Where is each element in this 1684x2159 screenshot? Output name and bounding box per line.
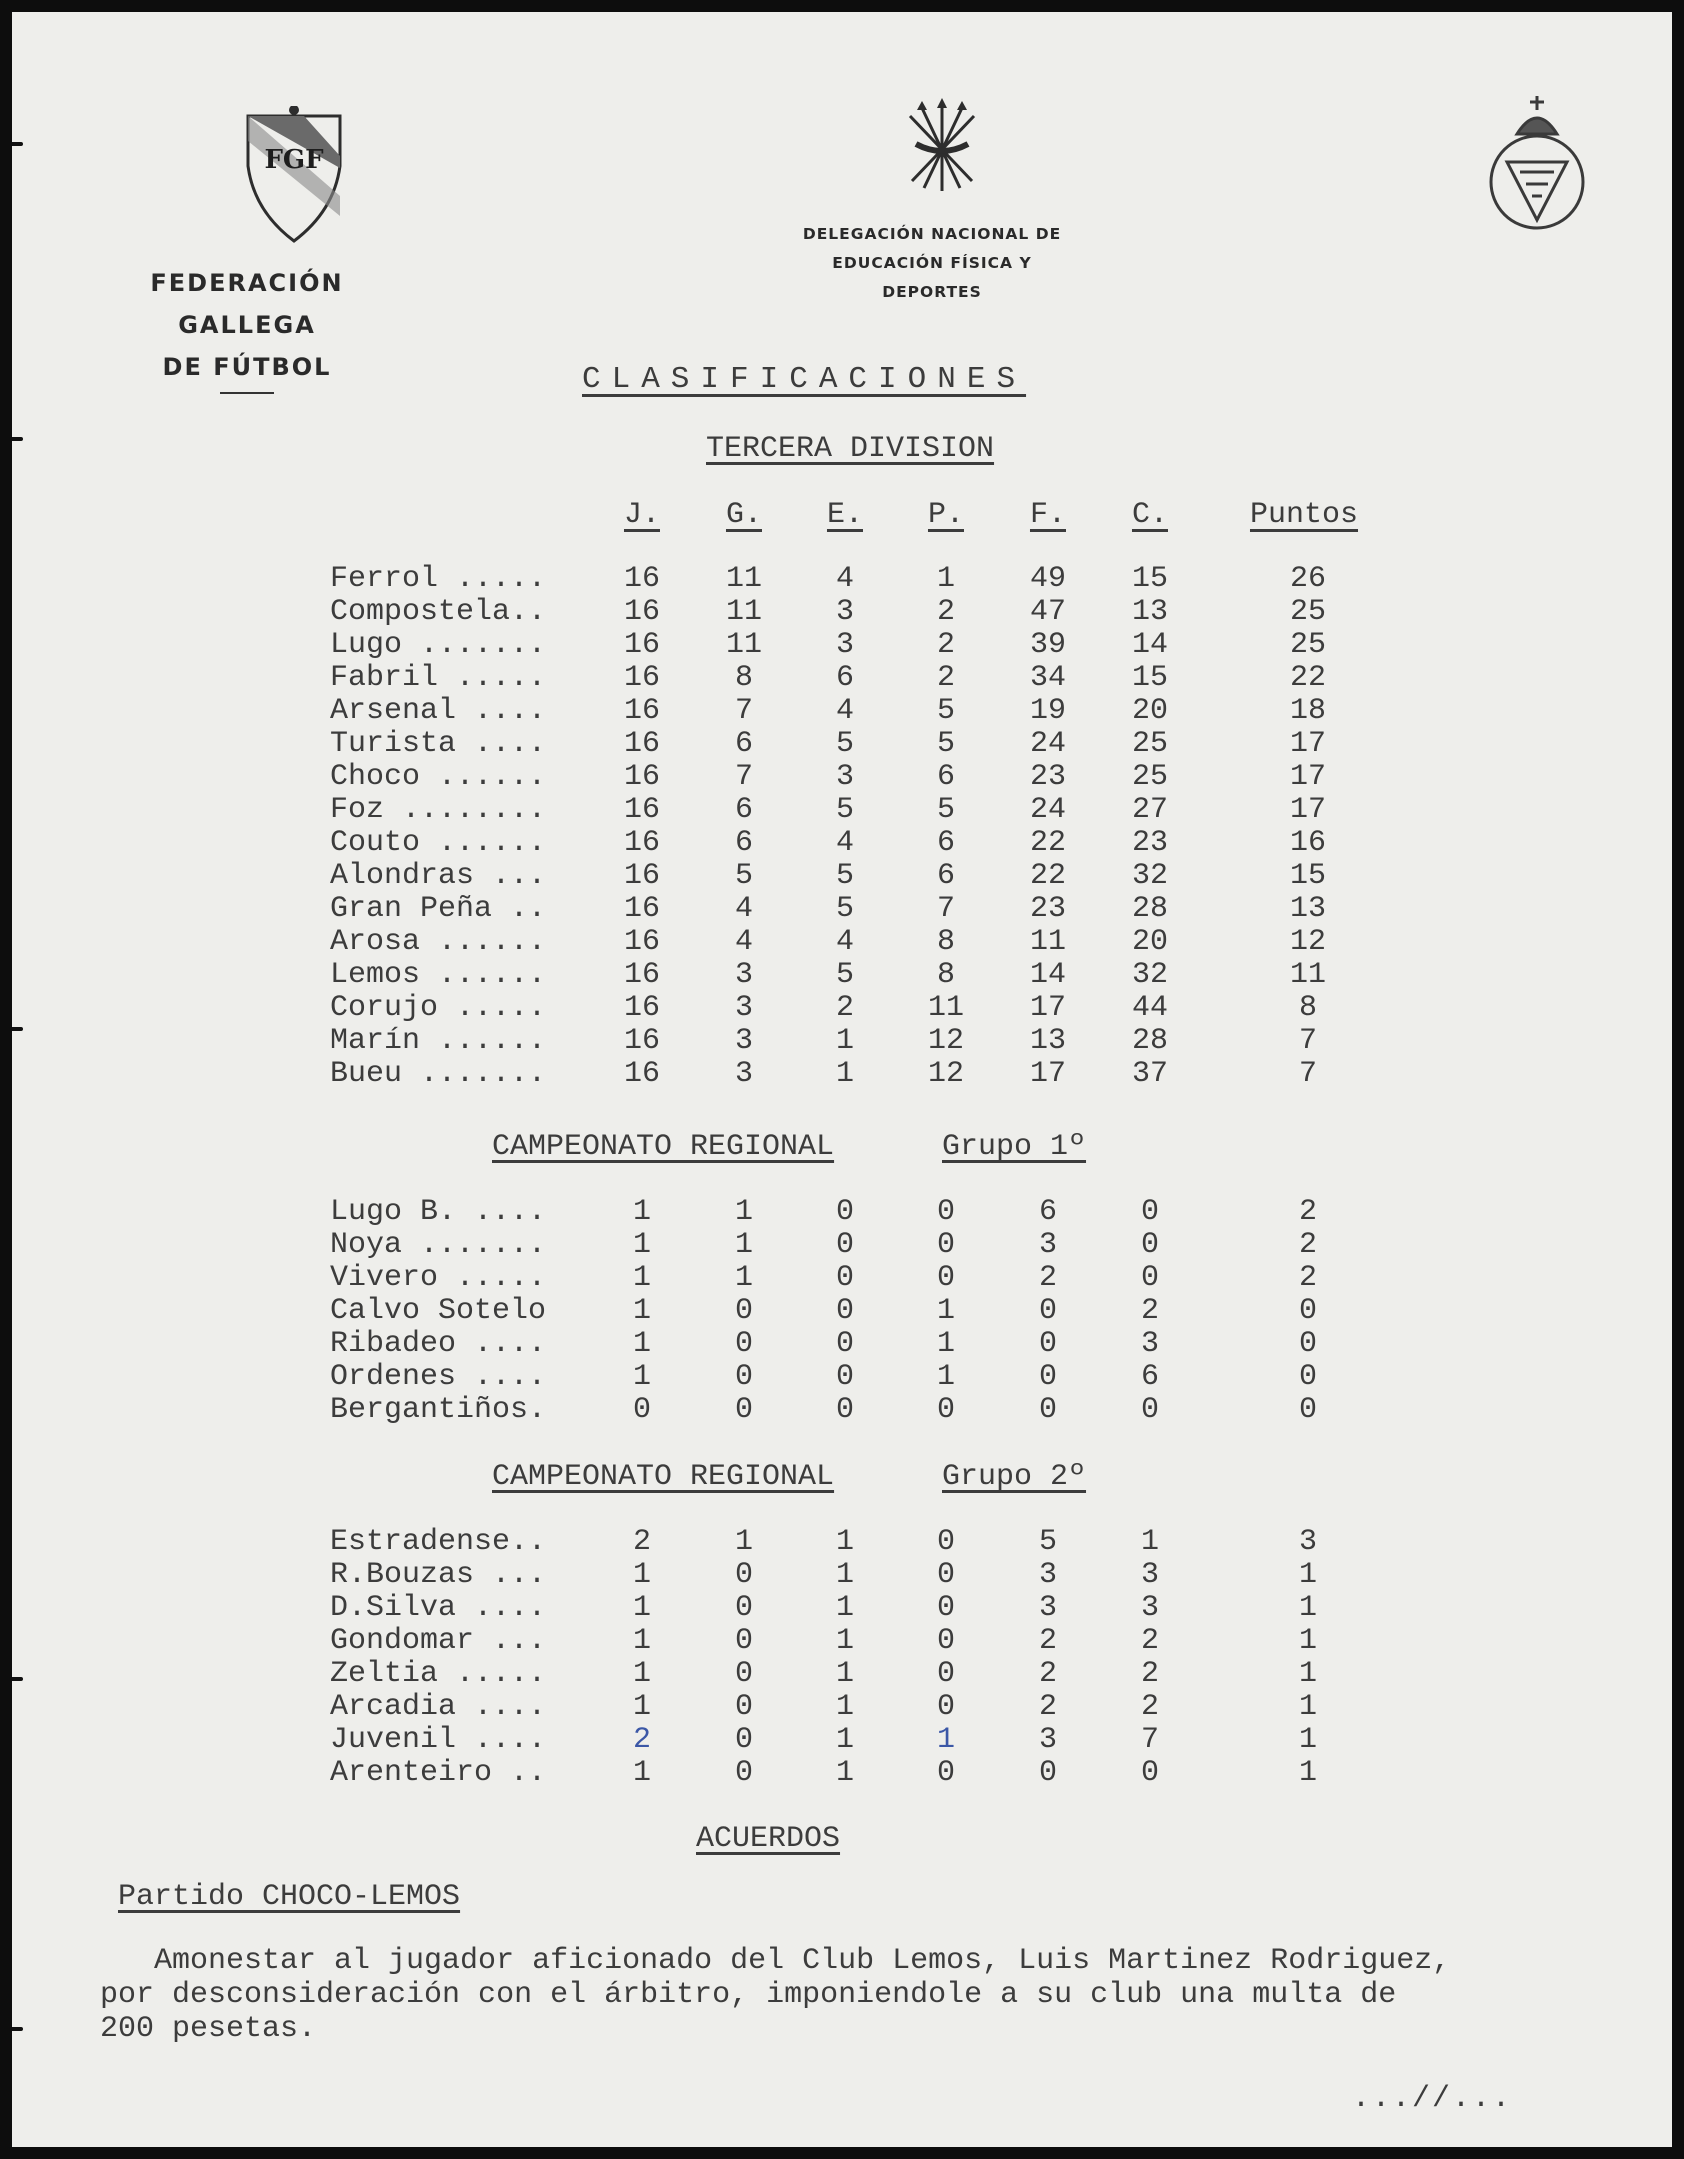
- team-name: Arsenal ....: [330, 694, 547, 728]
- table-cell: 16: [623, 892, 660, 926]
- punch-mark: [12, 1027, 23, 1031]
- team-name: Ferrol .....: [330, 562, 547, 596]
- table-cell: 13: [1131, 595, 1168, 629]
- table-cell: 16: [623, 991, 660, 1025]
- acuerdo-line: Amonestar al jugador aficionado del Club Lemos, Luis Martinez Rodriguez,: [100, 1944, 1451, 1978]
- team-name: Lemos ......: [330, 958, 547, 992]
- table-cell: 1: [1298, 1756, 1317, 1790]
- table-cell: 16: [623, 694, 660, 728]
- table-cell: 8: [1298, 991, 1317, 1025]
- table-cell: 1: [835, 1591, 854, 1625]
- table-cell: 0: [936, 1624, 955, 1658]
- table-cell: 0: [734, 1723, 753, 1757]
- table-cell: 1: [734, 1525, 753, 1559]
- table-cell: 34: [1029, 661, 1066, 695]
- table-cell: 17: [1029, 991, 1066, 1025]
- table-cell: 1: [632, 1195, 651, 1229]
- table-cell: 7: [734, 694, 753, 728]
- table-cell: 0: [936, 1195, 955, 1229]
- table-cell: 14: [1131, 628, 1168, 662]
- column-header: J.: [623, 498, 660, 532]
- table-cell: 1: [1298, 1723, 1317, 1757]
- column-header: E.: [826, 498, 863, 532]
- table-cell: 16: [623, 958, 660, 992]
- table-cell: 0: [734, 1360, 753, 1394]
- table-cell: 25: [1289, 595, 1326, 629]
- team-name: Marín ......: [330, 1024, 547, 1058]
- table-cell: 28: [1131, 892, 1168, 926]
- punch-mark: [12, 2027, 23, 2031]
- table-cell: 0: [835, 1327, 854, 1361]
- table-cell: 0: [734, 1393, 753, 1427]
- table-cell: 5: [835, 892, 854, 926]
- table-cell: 0: [936, 1756, 955, 1790]
- team-name: Arcadia ....: [330, 1690, 547, 1724]
- table-cell: 0: [1140, 1195, 1159, 1229]
- table-cell: 16: [623, 826, 660, 860]
- table-cell: 11: [1029, 925, 1066, 959]
- table-cell: 1: [632, 1657, 651, 1691]
- crowned-emblem-icon: [1482, 92, 1592, 242]
- table-cell: 25: [1289, 628, 1326, 662]
- table-cell: 6: [936, 859, 955, 893]
- table-cell: 16: [623, 760, 660, 794]
- table-cell: 6: [936, 760, 955, 794]
- delegation-name-line2: EDUCACIÓN FÍSICA Y DEPORTES: [832, 254, 1032, 301]
- table-cell: 12: [1289, 925, 1326, 959]
- table-cell: 14: [1029, 958, 1066, 992]
- table-cell: 0: [1038, 1393, 1057, 1427]
- table-cell: 3: [1038, 1228, 1057, 1262]
- table-cell: 1: [632, 1360, 651, 1394]
- table-cell: 0: [1038, 1756, 1057, 1790]
- punch-mark: [12, 437, 23, 441]
- table-cell: 6: [734, 727, 753, 761]
- table-cell: 2: [1038, 1624, 1057, 1658]
- table-cell: 0: [835, 1228, 854, 1262]
- team-name: Juvenil ....: [330, 1723, 547, 1757]
- table-cell: 7: [1140, 1723, 1159, 1757]
- table-cell: 0: [936, 1591, 955, 1625]
- table-cell: 3: [734, 958, 753, 992]
- table-cell: 22: [1029, 859, 1066, 893]
- table-cell: 7: [1298, 1024, 1317, 1058]
- column-header: Puntos: [1249, 498, 1359, 532]
- table-cell: 1: [936, 562, 955, 596]
- table-cell: 17: [1289, 793, 1326, 827]
- table-cell: 3: [835, 628, 854, 662]
- table-cell: 13: [1029, 1024, 1066, 1058]
- grupo1-title: CAMPEONATO REGIONAL: [492, 1130, 835, 1164]
- table-cell: 1: [835, 1657, 854, 1691]
- table-cell: 5: [835, 958, 854, 992]
- table-cell: 11: [725, 595, 762, 629]
- table-cell: 0: [1140, 1261, 1159, 1295]
- table-cell: 4: [734, 925, 753, 959]
- table-cell: 22: [1029, 826, 1066, 860]
- team-name: Vivero .....: [330, 1261, 547, 1295]
- team-name: Ordenes ....: [330, 1360, 547, 1394]
- table-cell: 16: [623, 727, 660, 761]
- table-cell: 0: [936, 1525, 955, 1559]
- table-cell: 1: [1298, 1591, 1317, 1625]
- table-cell: 2: [1298, 1228, 1317, 1262]
- team-name: Arenteiro ..: [330, 1756, 547, 1790]
- table-cell: 11: [725, 562, 762, 596]
- table-cell: 0: [1038, 1294, 1057, 1328]
- table-cell: 0: [1298, 1294, 1317, 1328]
- table-cell: 16: [623, 859, 660, 893]
- table-cell: 1: [632, 1294, 651, 1328]
- table-cell: 6: [1038, 1195, 1057, 1229]
- continuation-mark: ...//...: [1352, 2082, 1513, 2116]
- table-cell: 2: [936, 595, 955, 629]
- team-name: Ribadeo ....: [330, 1327, 547, 1361]
- column-header: F.: [1029, 498, 1066, 532]
- table-cell: 0: [1140, 1393, 1159, 1427]
- team-name: Arosa ......: [330, 925, 547, 959]
- acuerdo-heading: Partido CHOCO-LEMOS: [118, 1880, 461, 1914]
- table-cell: 17: [1029, 1057, 1066, 1091]
- table-cell: 1: [835, 1558, 854, 1592]
- table-cell: 1: [835, 1723, 854, 1757]
- table-cell: 0: [835, 1195, 854, 1229]
- table-cell: 13: [1289, 892, 1326, 926]
- team-name: Choco ......: [330, 760, 547, 794]
- table-cell: 0: [835, 1294, 854, 1328]
- table-cell: 5: [835, 727, 854, 761]
- table-cell: 0: [1038, 1327, 1057, 1361]
- table-cell: 16: [623, 793, 660, 827]
- table-cell: 16: [623, 661, 660, 695]
- table-cell: 32: [1131, 859, 1168, 893]
- table-cell: 24: [1029, 727, 1066, 761]
- table-cell: 20: [1131, 925, 1168, 959]
- team-name: Compostela..: [330, 595, 547, 629]
- table-cell: 0: [835, 1261, 854, 1295]
- federation-shield-icon: [244, 106, 344, 246]
- table-cell: 17: [1289, 727, 1326, 761]
- table-cell: 22: [1289, 661, 1326, 695]
- team-name: Noya .......: [330, 1228, 547, 1262]
- table-cell: 18: [1289, 694, 1326, 728]
- table-cell: 2: [1038, 1690, 1057, 1724]
- table-cell: 3: [1038, 1591, 1057, 1625]
- acuerdo-line: 200 pesetas.: [100, 2012, 317, 2046]
- table-cell: 25: [1131, 727, 1168, 761]
- table-cell: 3: [1140, 1327, 1159, 1361]
- table-cell: 0: [734, 1690, 753, 1724]
- table-cell: 0: [632, 1393, 651, 1427]
- table-cell: 1: [734, 1195, 753, 1229]
- table-cell: 16: [1289, 826, 1326, 860]
- table-cell: 15: [1131, 562, 1168, 596]
- table-cell: 11: [1289, 958, 1326, 992]
- team-name: Zeltia .....: [330, 1657, 547, 1691]
- table-cell: 1: [835, 1024, 854, 1058]
- table-cell: 17: [1289, 760, 1326, 794]
- table-cell: 5: [936, 793, 955, 827]
- team-name: Lugo B. ....: [330, 1195, 547, 1229]
- table-cell: 23: [1131, 826, 1168, 860]
- team-name: Gran Peña ..: [330, 892, 547, 926]
- team-name: Lugo .......: [330, 628, 547, 662]
- table-cell: 2: [936, 628, 955, 662]
- table-cell: 6: [734, 826, 753, 860]
- team-name: Turista ....: [330, 727, 547, 761]
- table-cell: 1: [835, 1057, 854, 1091]
- table-cell: 23: [1029, 760, 1066, 794]
- table-cell: 2: [1038, 1261, 1057, 1295]
- table-cell: 2: [1298, 1195, 1317, 1229]
- table-cell: 11: [725, 628, 762, 662]
- table-cell: 1: [632, 1624, 651, 1658]
- table-cell: 0: [734, 1294, 753, 1328]
- column-header: C.: [1131, 498, 1168, 532]
- table-cell: 0: [936, 1261, 955, 1295]
- table-cell: 25: [1131, 760, 1168, 794]
- table-cell: 26: [1289, 562, 1326, 596]
- delegation-name: [792, 220, 1072, 307]
- table-cell: 49: [1029, 562, 1066, 596]
- table-cell: 0: [1298, 1327, 1317, 1361]
- table-cell: 1: [835, 1525, 854, 1559]
- table-cell: 2: [1140, 1294, 1159, 1328]
- team-name: Fabril .....: [330, 661, 547, 695]
- divider: [220, 392, 274, 394]
- table-cell: 3: [1298, 1525, 1317, 1559]
- team-name: Foz ........: [330, 793, 547, 827]
- table-cell: 1: [1298, 1690, 1317, 1724]
- table-cell: 7: [734, 760, 753, 794]
- punch-mark: [12, 142, 23, 146]
- team-name: Bueu .......: [330, 1057, 547, 1091]
- table-cell: 4: [734, 892, 753, 926]
- table-cell: 1: [1298, 1624, 1317, 1658]
- table-cell: 16: [623, 562, 660, 596]
- table-cell: 2: [1140, 1624, 1159, 1658]
- table-cell: 1: [936, 1294, 955, 1328]
- table-cell: 0: [734, 1327, 753, 1361]
- table-cell: 5: [835, 859, 854, 893]
- table-cell: 39: [1029, 628, 1066, 662]
- grupo1-label: Grupo 1º: [942, 1130, 1087, 1164]
- emblem-text: FGF: [264, 145, 324, 175]
- table-cell: 4: [835, 694, 854, 728]
- table-cell: 0: [734, 1756, 753, 1790]
- table-cell: 0: [936, 1558, 955, 1592]
- table-cell: 24: [1029, 793, 1066, 827]
- grupo2-title: CAMPEONATO REGIONAL: [492, 1460, 835, 1494]
- table-cell: 0: [936, 1393, 955, 1427]
- table-cell: 3: [1140, 1558, 1159, 1592]
- table-cell: 1: [632, 1756, 651, 1790]
- table-cell: 1: [835, 1756, 854, 1790]
- federation-name-line2: DE FÚTBOL: [162, 353, 332, 381]
- table-cell: 47: [1029, 595, 1066, 629]
- arrows-emblem-icon: [902, 96, 982, 196]
- table-cell: 15: [1131, 661, 1168, 695]
- table-cell: 44: [1131, 991, 1168, 1025]
- column-header: G.: [725, 498, 762, 532]
- table-cell: 1: [1298, 1657, 1317, 1691]
- table-cell: 0: [1038, 1360, 1057, 1394]
- table-cell: 0: [734, 1624, 753, 1658]
- team-name: Estradense..: [330, 1525, 547, 1559]
- tercera-division-title: TERCERA DIVISION: [706, 432, 995, 466]
- team-name: Alondras ...: [330, 859, 547, 893]
- table-cell: 0: [1140, 1756, 1159, 1790]
- table-cell: 0: [734, 1591, 753, 1625]
- table-cell: 16: [623, 1057, 660, 1091]
- table-cell: 1: [936, 1327, 955, 1361]
- table-cell: 0: [936, 1690, 955, 1724]
- table-cell: 2: [1298, 1261, 1317, 1295]
- table-cell: 20: [1131, 694, 1168, 728]
- table-cell: 5: [835, 793, 854, 827]
- table-cell: 11: [927, 991, 964, 1025]
- grupo2-label: Grupo 2º: [942, 1460, 1087, 1494]
- table-cell: 1: [632, 1261, 651, 1295]
- table-cell: 3: [734, 1024, 753, 1058]
- federation-name-line1: FEDERACIÓN GALLEGA: [150, 269, 344, 339]
- table-cell: 0: [734, 1657, 753, 1691]
- team-name: R.Bouzas ...: [330, 1558, 547, 1592]
- table-cell: 3: [734, 991, 753, 1025]
- table-cell: 0: [936, 1228, 955, 1262]
- table-cell: 3: [1038, 1558, 1057, 1592]
- table-cell: 1: [936, 1360, 955, 1394]
- team-name: Corujo .....: [330, 991, 547, 1025]
- table-cell: 1: [936, 1723, 955, 1757]
- table-cell: 1: [632, 1690, 651, 1724]
- table-cell: 8: [936, 925, 955, 959]
- table-cell: 2: [632, 1723, 651, 1757]
- delegation-name-line1: DELEGACIÓN NACIONAL DE: [802, 225, 1062, 243]
- team-name: Bergantiños.: [330, 1393, 547, 1427]
- table-cell: 28: [1131, 1024, 1168, 1058]
- table-cell: 6: [936, 826, 955, 860]
- table-cell: 5: [734, 859, 753, 893]
- table-cell: 2: [936, 661, 955, 695]
- table-cell: 19: [1029, 694, 1066, 728]
- table-cell: 16: [623, 925, 660, 959]
- table-cell: 7: [936, 892, 955, 926]
- table-cell: 1: [632, 1327, 651, 1361]
- table-cell: 3: [1038, 1723, 1057, 1757]
- table-cell: 6: [835, 661, 854, 695]
- table-cell: 2: [632, 1525, 651, 1559]
- table-cell: 16: [623, 628, 660, 662]
- table-cell: 16: [623, 1024, 660, 1058]
- table-cell: 6: [1140, 1360, 1159, 1394]
- table-cell: 32: [1131, 958, 1168, 992]
- table-cell: 0: [1140, 1228, 1159, 1262]
- table-cell: 6: [734, 793, 753, 827]
- table-cell: 0: [936, 1657, 955, 1691]
- table-cell: 12: [927, 1024, 964, 1058]
- table-cell: 2: [1140, 1657, 1159, 1691]
- table-cell: 37: [1131, 1057, 1168, 1091]
- document-page: [12, 12, 1672, 2147]
- acuerdo-line: por desconsideración con el árbitro, imponiendole a su club una multa de: [100, 1978, 1397, 2012]
- table-cell: 5: [936, 727, 955, 761]
- table-cell: 1: [734, 1261, 753, 1295]
- table-cell: 2: [835, 991, 854, 1025]
- table-cell: 0: [1298, 1360, 1317, 1394]
- table-cell: 1: [632, 1558, 651, 1592]
- federation-name: [127, 262, 367, 394]
- table-cell: 0: [1298, 1393, 1317, 1427]
- table-cell: 3: [835, 595, 854, 629]
- table-cell: 8: [734, 661, 753, 695]
- table-cell: 0: [734, 1558, 753, 1592]
- column-header: P.: [927, 498, 964, 532]
- table-cell: 5: [936, 694, 955, 728]
- table-cell: 8: [936, 958, 955, 992]
- table-cell: 0: [835, 1393, 854, 1427]
- table-cell: 3: [835, 760, 854, 794]
- team-name: Couto ......: [330, 826, 547, 860]
- acuerdos-title: ACUERDOS: [696, 1822, 841, 1856]
- table-cell: 16: [623, 595, 660, 629]
- table-cell: 27: [1131, 793, 1168, 827]
- table-cell: 3: [1140, 1591, 1159, 1625]
- table-cell: 23: [1029, 892, 1066, 926]
- table-cell: 1: [835, 1624, 854, 1658]
- team-name: Calvo Sotelo: [330, 1294, 547, 1328]
- table-cell: 15: [1289, 859, 1326, 893]
- table-cell: 1: [734, 1228, 753, 1262]
- table-cell: 4: [835, 925, 854, 959]
- team-name: D.Silva ....: [330, 1591, 547, 1625]
- table-cell: 1: [632, 1228, 651, 1262]
- team-name: Gondomar ...: [330, 1624, 547, 1658]
- table-cell: 12: [927, 1057, 964, 1091]
- table-cell: 0: [835, 1360, 854, 1394]
- table-cell: 1: [835, 1690, 854, 1724]
- table-cell: 1: [1298, 1558, 1317, 1592]
- table-cell: 7: [1298, 1057, 1317, 1091]
- table-cell: 1: [1140, 1525, 1159, 1559]
- table-cell: 5: [1038, 1525, 1057, 1559]
- table-cell: 3: [734, 1057, 753, 1091]
- table-cell: 4: [835, 562, 854, 596]
- table-cell: 1: [632, 1591, 651, 1625]
- acuerdo-body: [100, 1944, 1660, 2046]
- page-title: CLASIFICACIONES: [582, 362, 1027, 397]
- punch-mark: [12, 1677, 23, 1681]
- table-cell: 2: [1140, 1690, 1159, 1724]
- table-cell: 2: [1038, 1657, 1057, 1691]
- table-cell: 4: [835, 826, 854, 860]
